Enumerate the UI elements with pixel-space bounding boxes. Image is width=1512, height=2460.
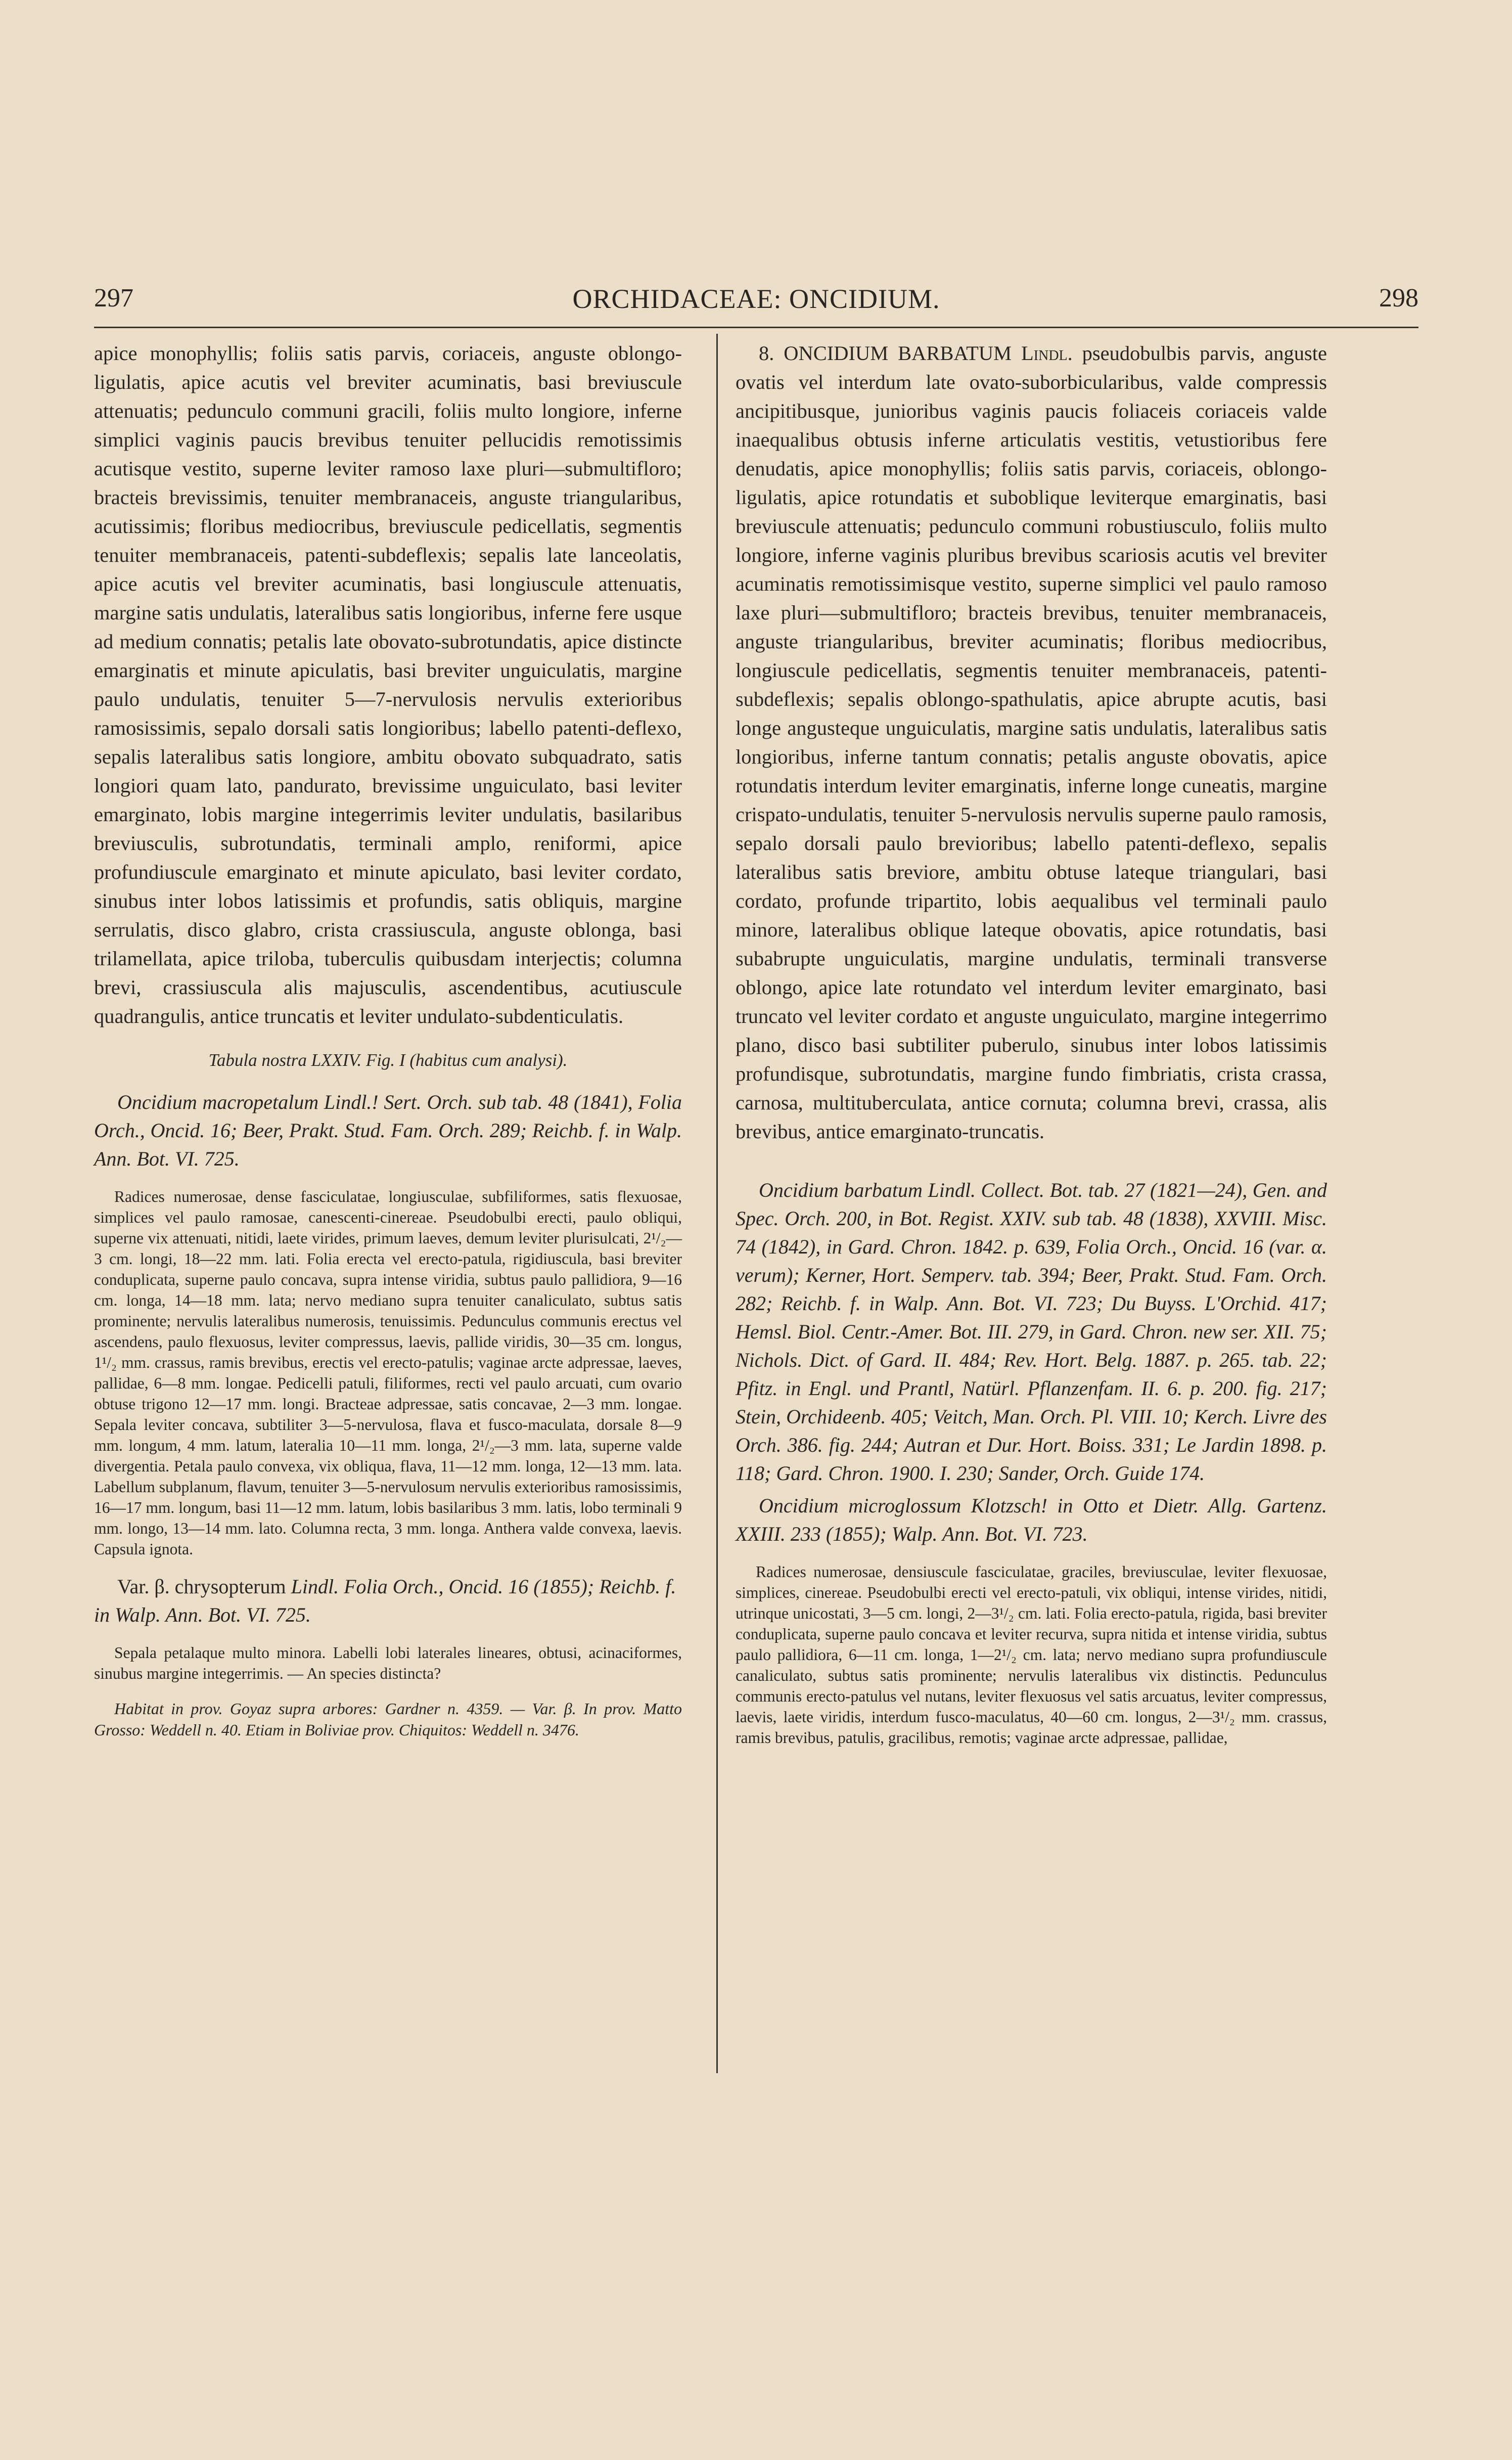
species-heading: 8. ONCIDIUM BARBATUM Lindl. (759, 342, 1073, 365)
habitat: Habitat in prov. Goyaz supra arbores: Gardner n. 4359. — Var. β. In prov. Matto Grosso: Weddell n. 40. Etiam in Boliviae prov. Chiquitos: Weddell n. 3476. (94, 1699, 682, 1739)
right-column (736, 339, 1327, 1748)
variety-description: Sepala petalaque multo minora. Labelli lobi laterales lineares, obtusi, acinaciformes, sinubus margine integerrimis. — An species distincta? (94, 1644, 682, 1682)
running-title: ORCHIDACEAE: ONCIDIUM. (572, 284, 940, 314)
variety-head: Var. β. chrysopterum (117, 1575, 286, 1598)
page-header (94, 283, 1418, 324)
page-number-right: 298 (1379, 284, 1418, 312)
detailed-description: Radices numerosae, dense fasciculatae, longiusculae, subfiliformes, satis flexuosae, simplices vel paulo ramosae, canescenti-cinereae. Pseudobulbi erecti, paulo obliqui, superne vix attenuati, nitidi, laete virides, primum laeves, demum leviter plurisulcati, 2¹/₂—3 cm. longi, 18—22 mm. lati. Folia erecta vel erecto-patula, rigidiuscula, basi breviter conduplicata, superne paulo concava, supra intense viridia, subtus paulo pallidiora, 9—16 cm. longa, 14—18 mm. lata; nervo mediano supra tenuiter canaliculato, subtus satis prominente; nervulis lateralibus numerosis, tenuissimis. Pedunculus communis erectus vel ascendens, paulo flexuosus, leviter compressus, laevis, pallide viridis, 30—35 cm. longus, 1¹/₂ mm. crassus, ramis brevibus, erectis vel erecto-patulis; vaginae arcte adpressae, laeves, pallidae, 6—8 mm. longae. Pedicelli patuli, filiformes, recti vel paulo arcuati, cum ovario obtuse trigono 12—17 mm. longi. Bracteae adpressae, satis concavae, 2—3 mm. longae. Sepala leviter concava, subtiliter 3—5-nervulosa, flava et fusco-maculata, dorsale 8—9 mm. longum, 4 mm. latum, lateralia 10—11 mm. longa, 2¹/₂—3 mm. lata, superne valde divergentia. Petala paulo convexa, vix obliqua, flava, 11—12 mm. longa, 12—13 mm. lata. Labellum subplanum, flavum, tenuiter 3—5-nervulosum nervulis exterioribus ramosissimis, 16—17 mm. longum, basi 11—12 mm. latum, lobis basilaribus 3 mm. latis, lobo terminali 9 mm. longo, 13—14 mm. lato. Columna recta, 3 mm. longa. Anthera valde convexa, laevis. Capsula ignota. (94, 1188, 682, 1558)
detailed-description: Radices numerosae, densiuscule fasciculatae, graciles, breviusculae, leviter flexuosae, simplices, cinereae. Pseudobulbi erecti vel erecto-patuli, vix obliqui, intense virides, nitidi, utrinque unicostati, 3—5 cm. longi, 2—3¹/₂ cm. lati. Folia erecto-patula, rigida, basi breviter conduplicata, superne paulo concava et leviter recurva, supra nitida et intense viridia, subtus paulo pallidiora, 6—11 cm. longa, 1—2¹/₂ cm. lata; nervo mediano supra profundiuscule canaliculato, subtus satis prominente; nervulis lateralibus vix distinctis. Pedunculus communis erecto-patulus vel nutans, leviter flexuosus vel satis arcuatus, leviter compressus, laevis, laete viridis, interdum fusco-maculatus, 40—60 cm. longus, 2—3¹/₂ mm. crassus, ramis brevibus, patulis, gracilibus, remotis; vaginae arcte adpressae, pallidae, (736, 1563, 1327, 1747)
left-column (94, 339, 682, 1740)
variety (94, 1573, 682, 1629)
species-entry (736, 339, 1327, 1146)
page-number-left: 297 (94, 284, 133, 312)
synonymy: Oncidium macropetalum Lindl.! Sert. Orch. sub tab. 48 (1841), Folia Orch., Oncid. 16; Beer, Prakt. Stud. Fam. Orch. 289; Reichb. f. in Walp. Ann. Bot. VI. 725. (94, 1091, 682, 1170)
synonymy-2: Oncidium microglossum Klotzsch! in Otto et Dietr. Allg. Gartenz. XXIII. 233 (1855); Walp. Ann. Bot. VI. 723. (736, 1494, 1327, 1545)
column-divider (716, 334, 718, 2073)
variety-reference: Lindl. Folia Orch., Oncid. 16 (1855); Reichb. f. in Walp. Ann. Bot. VI. 725. (94, 1575, 676, 1626)
plate-reference: Tabula nostra LXXIV. Fig. I (habitus cum analysi). (208, 1050, 568, 1070)
header-rule (94, 327, 1418, 328)
species-description: pseudobulbis parvis, anguste ovatis vel interdum late ovato-suborbicularibus, valde compressis ancipitibusque, junioribus vaginis paucis foliaceis coriaceis valde inaequalibus obtusis inferne articulatis vestitis, vetustioribus fere denudatis, apice monophyllis; foliis satis parvis, coriaceis, oblongo-ligulatis, apice rotundatis et suboblique leviterque emarginatis, basi breviuscule attenuatis; pedunculo communi robustiusculo, foliis multo longiore, inferne vaginis pluribus brevibus scariosis acutis vel breviter acuminatis remotissimisque vestito, superne simplici vel paulo ramoso laxe pluri—submultifloro; bracteis brevibus, tenuiter membranaceis, anguste triangularibus, breviter acuminatis; floribus mediocribus, longiuscule pedicellatis, segmentis tenuiter membranaceis, patenti-subdeflexis; sepalis oblongo-spathulatis, apice abrupte acutis, basi longe angusteque unguiculatis, margine satis undulatis, lateralibus satis longioribus, inferne tantum connatis; petalis anguste obovatis, apice rotundatis interdum leviter emarginatis, inferne longe cuneatis, margine crispato-undulatis, tenuiter 5-nervulosis nervulis superne paulo ramosis, sepalo dorsali paulo brevioribus; labello patenti-deflexo, sepalis lateralibus satis breviore, ambitu obtuse lateque triangulari, basi cordato, profunde tripartito, lobis aequalibus vel terminali paulo minore, lateralibus oblique lateque obovatis, apice rotundatis, basi subabrupte unguiculatis, margine undulatis, terminali transverse oblongo, apice late rotundato vel interdum leviter emarginato, basi truncato vel leviter cordato et anguste unguiculato, margine integerrimo plano, disco basi subtiliter puberulo, sinubus inter lobos latissimis profundisque, subrotundatis, margine fundo fimbriatis, crista crassa, carnosa, multituberculata, antice cornuta; columna brevi, crassa, alis brevibus, antice emarginato-truncatis. (736, 342, 1327, 1143)
species-description: apice monophyllis; foliis satis parvis, coriaceis, anguste oblongo-ligulatis, apice acutis vel breviter acuminatis, basi breviuscule attenuatis; pedunculo communi gracili, foliis multo longiore, inferne simplici vaginis paucis brevibus tenuiter pellucidis remotissimis acutisque vestito, superne leviter ramoso laxe pluri—submultifloro; bracteis brevissimis, tenuiter membranaceis, anguste triangularibus, acutissimis; floribus mediocribus, breviuscule pedicellatis, segmentis tenuiter membranaceis, patenti-subdeflexis; sepalis late lanceolatis, apice acutis vel breviter acuminatis, basi longiuscule attenuatis, margine satis undulatis, lateralibus satis longioribus, inferne fere usque ad medium connatis; petalis late obovato-subrotundatis, apice distincte emarginatis et minute apiculatis, basi breviter unguiculatis, margine paulo undulatis, tenuiter 5—7-nervulosis nervulis exterioribus ramosissimis, sepalo dorsali satis longioribus; labello patenti-deflexo, sepalis lateralibus satis longiore, ambitu obovato subquadrato, satis longiori quam lato, pandurato, brevissime unguiculato, basi leviter emarginato, lobis margine integerrimis leviter undulatis, basilaribus breviusculis, subrotundatis, terminali amplo, reniformi, apice profundiuscule emarginato et minute apiculato, basi leviter cordato, sinubus inter lobos latissimis et profundis, satis obliquis, margine serrulatis, disco glabro, crista crassiuscula, anguste oblonga, basi trilamellata, apice triloba, tuberculis quibusdam interjectis; columna brevi, crassiuscula alis majusculis, ascendentibus, acutiuscule quadrangulis, antice truncatis et leviter undulato-subdenticulatis. (94, 342, 682, 1027)
synonymy: Oncidium barbatum Lindl. Collect. Bot. tab. 27 (1821—24), Gen. and Spec. Orch. 200, in Bot. Regist. XXIV. sub tab. 48 (1838), XXVIII. Misc. 74 (1842), in Gard. Chron. 1842. p. 639, Folia Orch., Oncid. 16 (var. α. verum); Kerner, Hort. Semperv. tab. 394; Beer, Prakt. Stud. Fam. Orch. 282; Reichb. f. in Walp. Ann. Bot. VI. 723; Du Buyss. L'Orchid. 417; Hemsl. Biol. Centr.-Amer. Bot. III. 279, in Gard. Chron. new ser. XII. 75; Nichols. Dict. of Gard. II. 484; Rev. Hort. Belg. 1887. p. 265. tab. 22; Pfitz. in Engl. und Prantl, Natürl. Pflanzenfam. II. 6. p. 200. fig. 217; Stein, Orchideenb. 405; Veitch, Man. Orch. Pl. VIII. 10; Kerch. Livre des Orch. 386. fig. 244; Autran et Dur. Hort. Boiss. 331; Le Jardin 1898. p. 118; Gard. Chron. 1900. I. 230; Sander, Orch. Guide 174. (736, 1179, 1327, 1485)
